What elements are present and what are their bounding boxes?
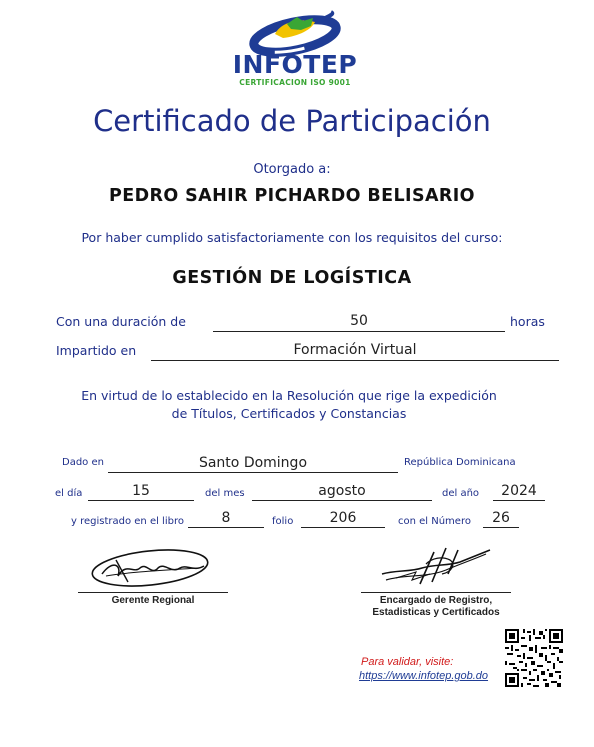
number-underline <box>483 527 519 528</box>
place-country: República Dominicana <box>404 457 516 468</box>
place-label: Dado en <box>62 457 104 468</box>
folio-value: 206 <box>329 510 357 526</box>
duration-unit: horas <box>510 314 545 329</box>
left-signature-title: Gerente Regional <box>111 595 195 606</box>
certificate-title: Certificado de Participación <box>93 104 491 138</box>
resolution-line-1: En virtud de lo establecido en la Resolución que rige la expedición <box>81 388 497 403</box>
year-label: del año <box>442 488 480 499</box>
book-underline <box>188 527 264 528</box>
granted-label: Otorgado a: <box>253 162 331 177</box>
folio-label: folio <box>272 516 294 527</box>
left-signature-line <box>78 592 228 593</box>
logo-tagline: CERTIFICACION ISO 9001 <box>239 78 351 87</box>
place-underline <box>108 472 398 473</box>
book-value: 8 <box>221 510 231 526</box>
qr-code-icon <box>505 629 563 687</box>
logo-name: INFOTEP <box>232 50 358 79</box>
month-label: del mes <box>205 488 245 499</box>
course-name: GESTIÓN DE LOGÍSTICA <box>172 268 412 288</box>
right-signature-title-line-2: Estadisticas y Certificados <box>372 607 500 618</box>
month-underline <box>252 500 432 501</box>
book-label: y registrado en el libro <box>71 516 184 527</box>
duration-value: 50 <box>350 313 368 329</box>
day-underline <box>88 500 194 501</box>
resolution-line-2: de Títulos, Certificados y Constancias <box>171 406 407 421</box>
day-value: 15 <box>132 483 150 499</box>
duration-label: Con una duración de <box>56 314 186 329</box>
right-signature-line <box>361 592 511 593</box>
validation-label: Para validar, visite: <box>361 656 454 668</box>
folio-underline <box>301 527 385 528</box>
right-signature-title-line-1: Encargado de Registro, <box>379 595 493 606</box>
right-signature <box>376 544 496 588</box>
duration-underline <box>213 331 505 332</box>
left-signature <box>88 546 218 590</box>
infotep-logo <box>225 8 365 88</box>
number-label: con el Número <box>398 516 471 527</box>
year-underline <box>493 500 545 501</box>
day-label: el día <box>55 488 83 499</box>
month-value: agosto <box>318 483 366 499</box>
recipient-name: PEDRO SAHIR PICHARDO BELISARIO <box>109 186 475 206</box>
year-value: 2024 <box>501 483 537 499</box>
modality-value: Formación Virtual <box>293 342 417 358</box>
number-value: 26 <box>492 510 510 526</box>
validation-link[interactable]: https://www.infotep.gob.do <box>359 670 489 682</box>
place-value: Santo Domingo <box>198 455 308 471</box>
modality-label: Impartido en <box>56 343 137 358</box>
modality-underline <box>151 360 559 361</box>
course-intro: Por haber cumplido satisfactoriamente con los requisitos del curso: <box>81 230 503 245</box>
